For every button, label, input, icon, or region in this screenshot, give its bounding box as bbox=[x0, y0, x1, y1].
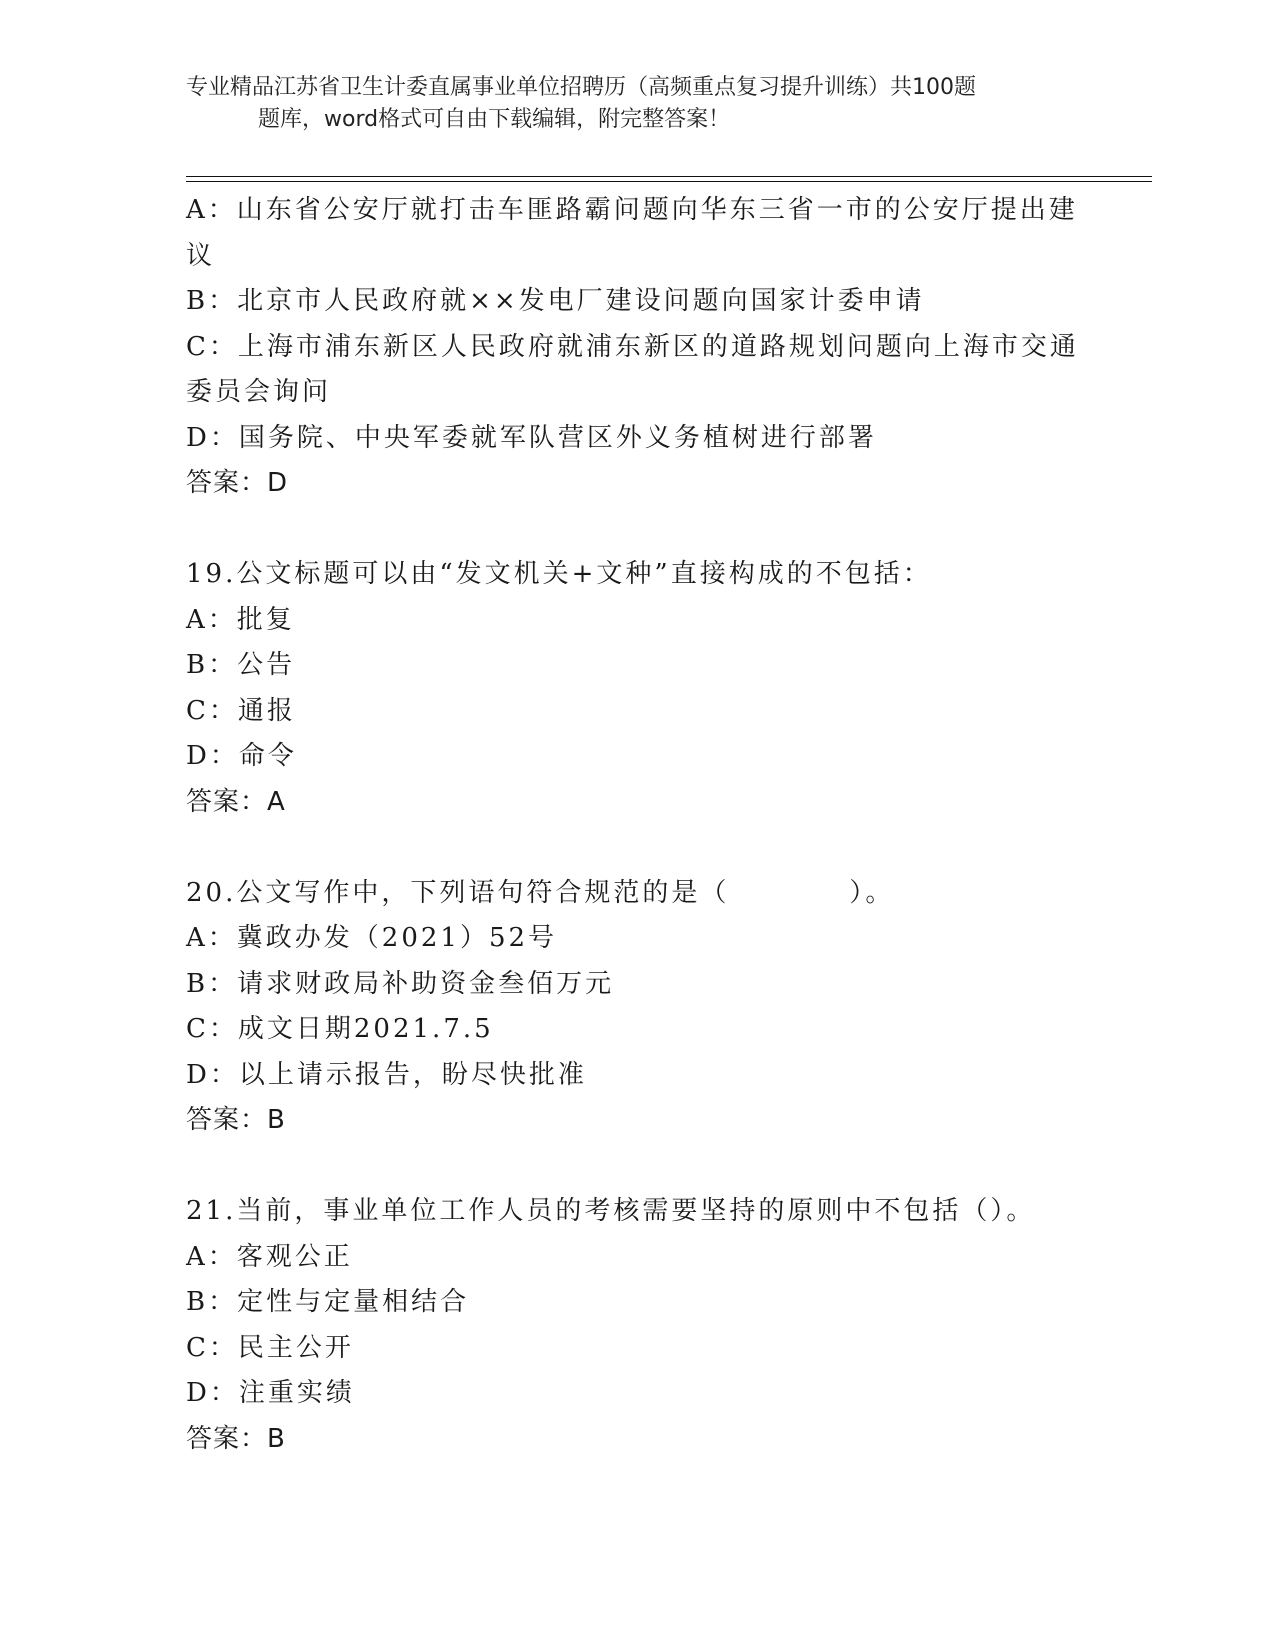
q21-stem: 21.当前，事业单位工作人员的考核需要坚持的原则中不包括（）。 bbox=[186, 1196, 1036, 1226]
question-20-block bbox=[186, 871, 1086, 1144]
q21-option-d: D：注重实绩 bbox=[186, 1378, 355, 1408]
q19-answer: 答案：A bbox=[186, 786, 286, 817]
question-18-block bbox=[186, 188, 1086, 507]
q21-option-c: C：民主公开 bbox=[186, 1332, 354, 1363]
header-divider-top bbox=[186, 176, 1152, 177]
q21-option-a: A：客观公正 bbox=[186, 1241, 353, 1272]
q18-option-b: B：北京市人民政府就××发电厂建设问题向国家计委申请 bbox=[186, 286, 925, 316]
q18-option-c-line2: 委员会询问 bbox=[186, 377, 332, 407]
q21-answer: 答案：B bbox=[186, 1423, 286, 1454]
q20-option-c: C：成文日期2021.7.5 bbox=[186, 1014, 494, 1044]
q18-option-a-line2: 议 bbox=[186, 240, 216, 271]
q20-stem-start: 20.公文写作中，下列语句符合规范的是（ bbox=[186, 877, 730, 908]
header-divider-bottom bbox=[186, 181, 1152, 182]
question-list bbox=[186, 188, 1086, 1462]
question-19-block bbox=[186, 552, 1086, 825]
q18-answer: 答案：D bbox=[186, 468, 289, 498]
document-header bbox=[186, 72, 1086, 136]
q18-option-a-line1: A：山东省公安厅就打击车匪路霸问题向华东三省一市的公安厅提出建 bbox=[186, 195, 1078, 225]
q19-option-d: D：命令 bbox=[186, 741, 297, 771]
q20-option-d: D：以上请示报告，盼尽快批准 bbox=[186, 1059, 587, 1090]
q20-stem-end: ）。 bbox=[849, 877, 895, 908]
spacer bbox=[186, 1144, 1086, 1190]
q20-stem bbox=[186, 871, 1086, 917]
q18-option-c-line1: C：上海市浦东新区人民政府就浦东新区的道路规划问题向上海市交通 bbox=[186, 331, 1079, 362]
spacer bbox=[186, 825, 1086, 871]
q19-option-c: C：通报 bbox=[186, 695, 296, 726]
header-title-line1: 专业精品江苏省卫生计委直属事业单位招聘历（高频重点复习提升训练）共100题 bbox=[186, 75, 976, 100]
q19-option-a: A：批复 bbox=[186, 604, 295, 635]
header-title-line2: 题库，word格式可自由下载编辑，附完整答案！ bbox=[258, 107, 731, 132]
q19-option-b: B：公告 bbox=[186, 650, 296, 680]
q19-stem: 19.公文标题可以由“发文机关+文种”直接构成的不包括： bbox=[186, 559, 932, 589]
q20-option-a: A：冀政办发（2021）52号 bbox=[186, 923, 558, 953]
q18-option-d: D：国务院、中央军委就军队营区外义务植树进行部署 bbox=[186, 422, 877, 453]
q21-option-b: B：定性与定量相结合 bbox=[186, 1287, 470, 1317]
q20-answer: 答案：B bbox=[186, 1105, 286, 1135]
q20-option-b: B：请求财政局补助资金叁佰万元 bbox=[186, 968, 615, 999]
spacer bbox=[186, 507, 1086, 553]
question-21-block bbox=[186, 1189, 1086, 1462]
